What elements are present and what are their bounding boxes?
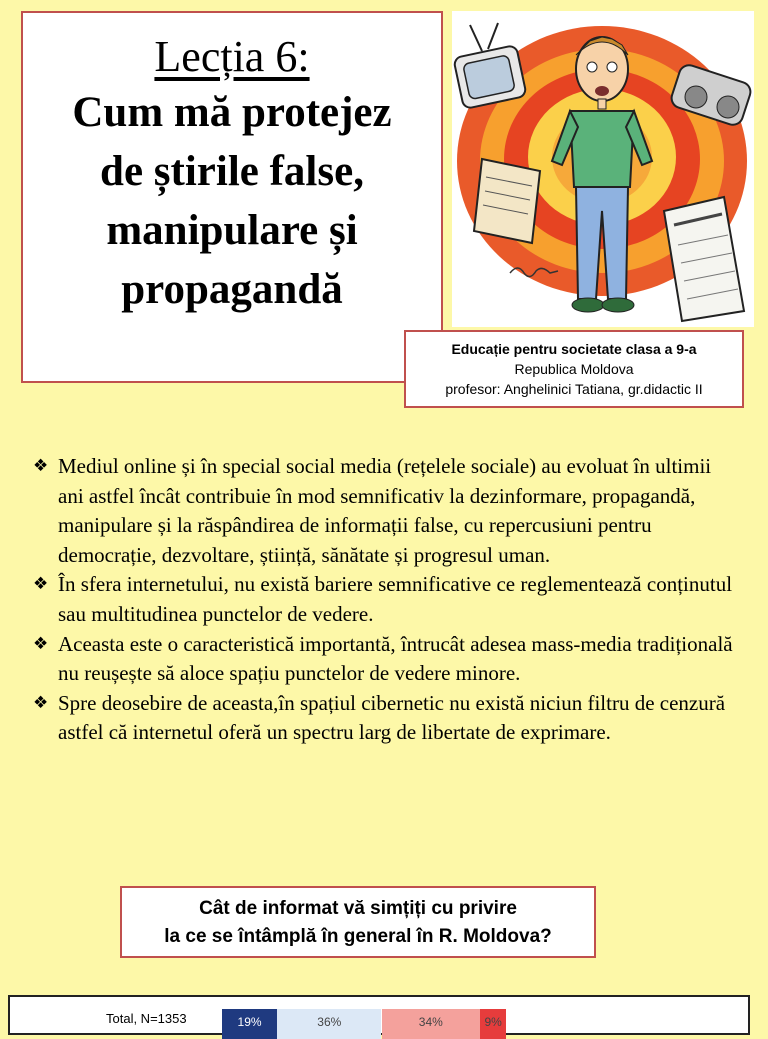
- bar-value-label: 19%: [237, 1015, 262, 1029]
- chart-category-label: Total, N=1353: [106, 1011, 187, 1026]
- title-line: de știrile false,: [100, 148, 364, 195]
- title-line: Cum mă protejez: [72, 89, 392, 136]
- tv-icon: [453, 23, 526, 109]
- country-name: Republica Moldova: [514, 361, 634, 377]
- teacher-name: profesor: Anghelinici Tatiana, gr.didactic II: [445, 381, 703, 397]
- title-line: propagandă: [121, 266, 343, 313]
- survey-bar-chart: [8, 995, 750, 1035]
- bar-segment: [382, 1009, 481, 1039]
- question-line: la ce se întâmplă în general în R. Moldova?: [164, 926, 552, 947]
- bar-segment: [222, 1009, 277, 1039]
- bullet-text: Aceasta este o caracteristică importantă, întrucât adesea mass-media tradițională nu reușește să aloce spațiu punctelor de vedere minore.: [58, 631, 733, 686]
- diamond-bullet-icon: ❖: [33, 633, 49, 654]
- bar-value-label: 34%: [418, 1015, 443, 1029]
- bullet-item: [33, 689, 733, 748]
- bullet-text: Spre deosebire de aceasta,în spațiul cibernetic nu există niciun filtru de cenzură astfel că internetul oferă un spectru larg de libertate de exprimare.: [58, 690, 726, 745]
- bullet-text: Mediul online și în special social media (rețelele sociale) au evoluat în ultimii ani astfel încât contribuie în mod semnificativ la dezinformare, propagandă, manipulare și la răspândirea de informații false, cu repercusiuni pentru democrație, dezvoltare, știință, sănătate și progresul uman.: [58, 454, 712, 567]
- media-overload-cartoon: [452, 11, 754, 327]
- bar-value-label: 36%: [317, 1015, 342, 1029]
- newspaper-icon: [474, 159, 540, 243]
- bullet-item: [33, 570, 733, 629]
- course-name: Educație pentru societate clasa a 9-a: [451, 341, 697, 357]
- bar-segment: [480, 1009, 506, 1039]
- bar-value-label: 9%: [484, 1015, 502, 1029]
- cartoon-illustration: [452, 11, 754, 327]
- bullet-item: [33, 630, 733, 689]
- bullet-text: În sfera internetului, nu există bariere semnificative ce reglementează conținutul sau multitudinea punctelor de vedere.: [58, 572, 733, 626]
- bar-segment: [277, 1009, 381, 1039]
- lesson-number: Lecția 6:: [154, 32, 310, 81]
- title-line: manipulare și: [106, 207, 358, 254]
- course-info-box: [404, 330, 744, 408]
- diamond-bullet-icon: ❖: [33, 692, 49, 713]
- lesson-title: [23, 83, 441, 319]
- question-box: [120, 886, 596, 958]
- diamond-bullet-icon: ❖: [33, 574, 49, 595]
- diamond-bullet-icon: ❖: [33, 456, 49, 476]
- bullet-list: [33, 452, 733, 748]
- bullet-item: [33, 452, 733, 570]
- title-box: [21, 11, 443, 383]
- question-line: Cât de informat vă simțiți cu privire: [199, 898, 517, 919]
